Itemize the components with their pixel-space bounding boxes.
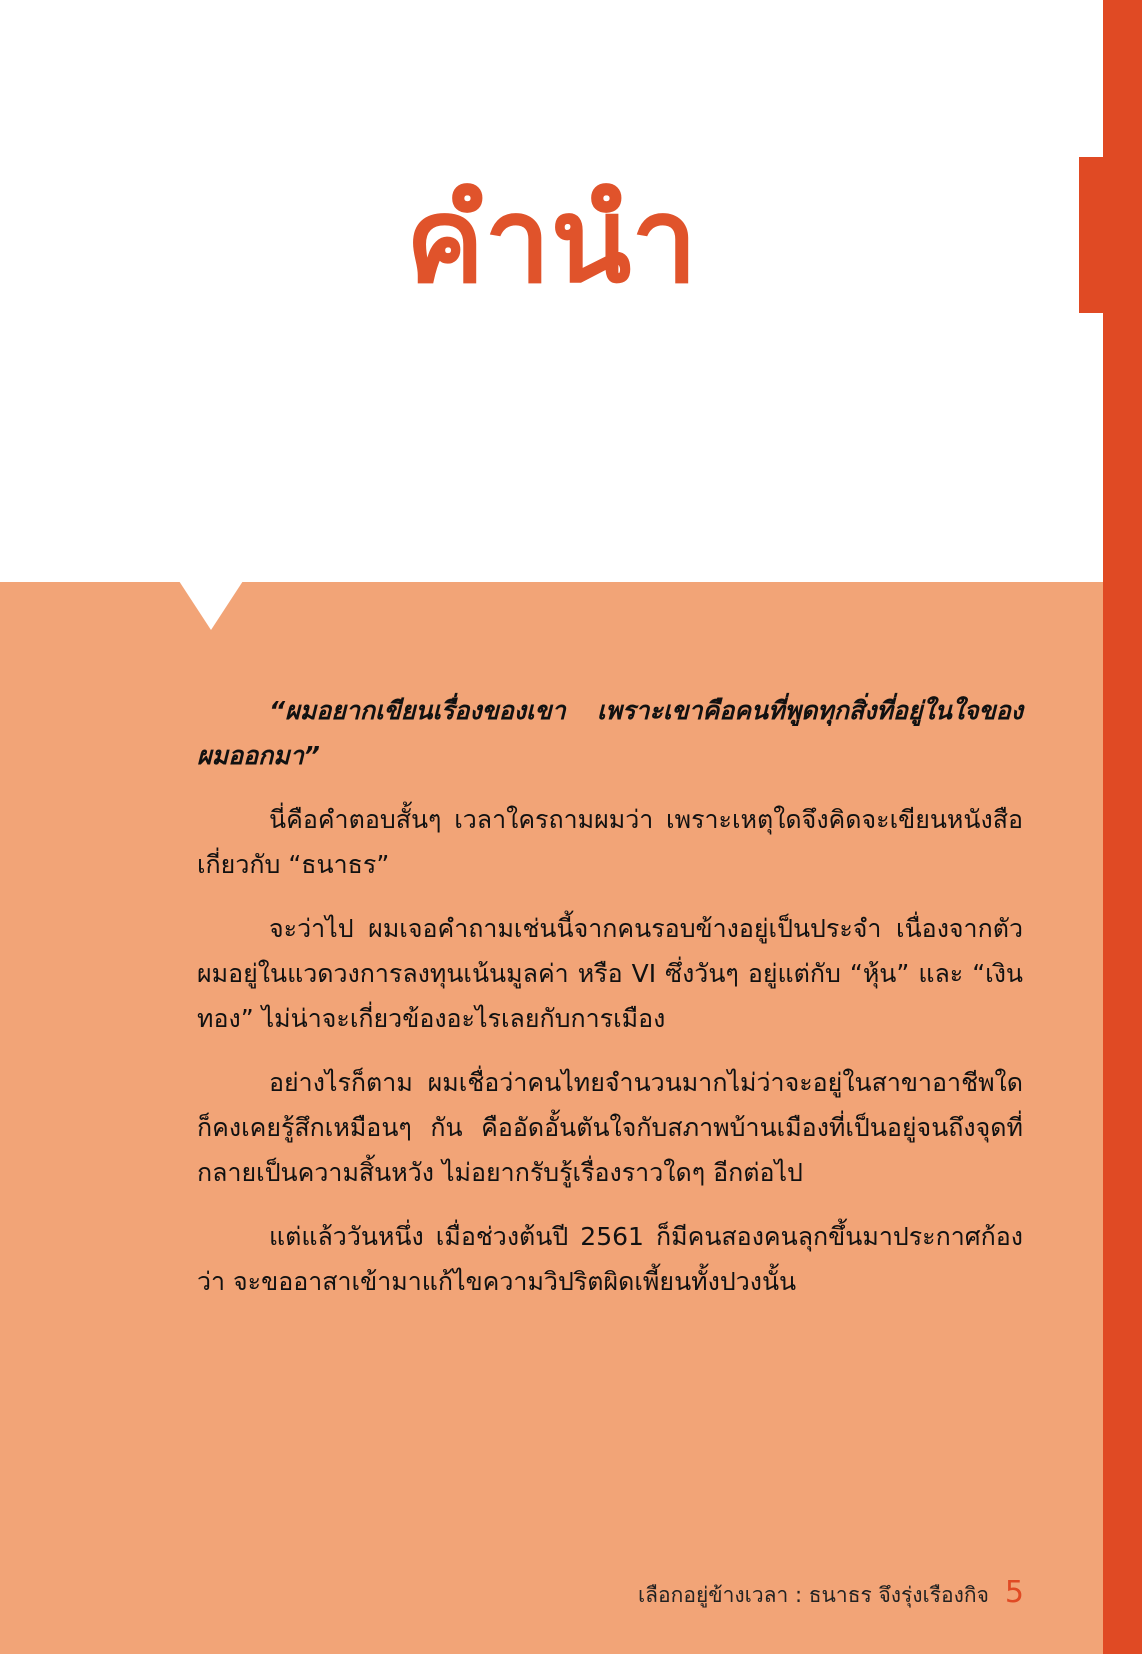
running-footer-title: เลือกอยู่ข้างเวลา : ธนาธร จึงรุ่งเรืองกิจ bbox=[637, 1583, 989, 1607]
page-title: คำนำ bbox=[405, 171, 698, 309]
paragraph: นี่คือคำตอบสั้นๆ เวลาใครถามผมว่า เพราะเหตุใดจึงคิดจะเขียนหนังสือเกี่ยวกับ “ธนาธร” bbox=[197, 805, 1023, 879]
body-text bbox=[197, 688, 1023, 1323]
panel-notch bbox=[179, 581, 243, 630]
right-edge-bar bbox=[1103, 0, 1142, 1654]
page-number: 5 bbox=[1004, 1575, 1024, 1610]
chapter-tab-marker bbox=[1079, 157, 1104, 313]
page-footer bbox=[638, 1575, 1024, 1612]
opening-quote: “ผมอยากเขียนเรื่องของเขา เพราะเขาคือคนที่พูดทุกสิ่งที่อยู่ในใจของผมออกมา” bbox=[197, 696, 1023, 770]
paragraph: แต่แล้ววันหนึ่ง เมื่อช่วงต้นปี 2561 ก็มีคนสองคนลุกขึ้นมาประกาศก้องว่า จะขออาสาเข้ามาแก้ไขความวิปริตผิดเพี้ยนทั้งปวงนั้น bbox=[197, 1222, 1023, 1296]
paragraph: จะว่าไป ผมเจอคำถามเช่นนี้จากคนรอบข้างอยู่เป็นประจำ เนื่องจากตัวผมอยู่ในแวดวงการลงทุนเน้นมูลค่า หรือ VI ซึ่งวันๆ อยู่แต่กับ “หุ้น” และ “เงินทอง” ไม่น่าจะเกี่ยวข้องอะไรเลยกับการเมือง bbox=[197, 914, 1023, 1033]
paragraph: อย่างไรก็ตาม ผมเชื่อว่าคนไทยจำนวนมากไม่ว่าจะอยู่ในสาขาอาชีพใด ก็คงเคยรู้สึกเหมือนๆ กัน คืออัดอั้นตันใจกับสภาพบ้านเมืองที่เป็นอยู่จนถึงจุดที่กลายเป็นความสิ้นหวัง ไม่อยากรับรู้เรื่องราวใดๆ อีกต่อไป bbox=[197, 1068, 1023, 1187]
header-area bbox=[0, 0, 1103, 582]
